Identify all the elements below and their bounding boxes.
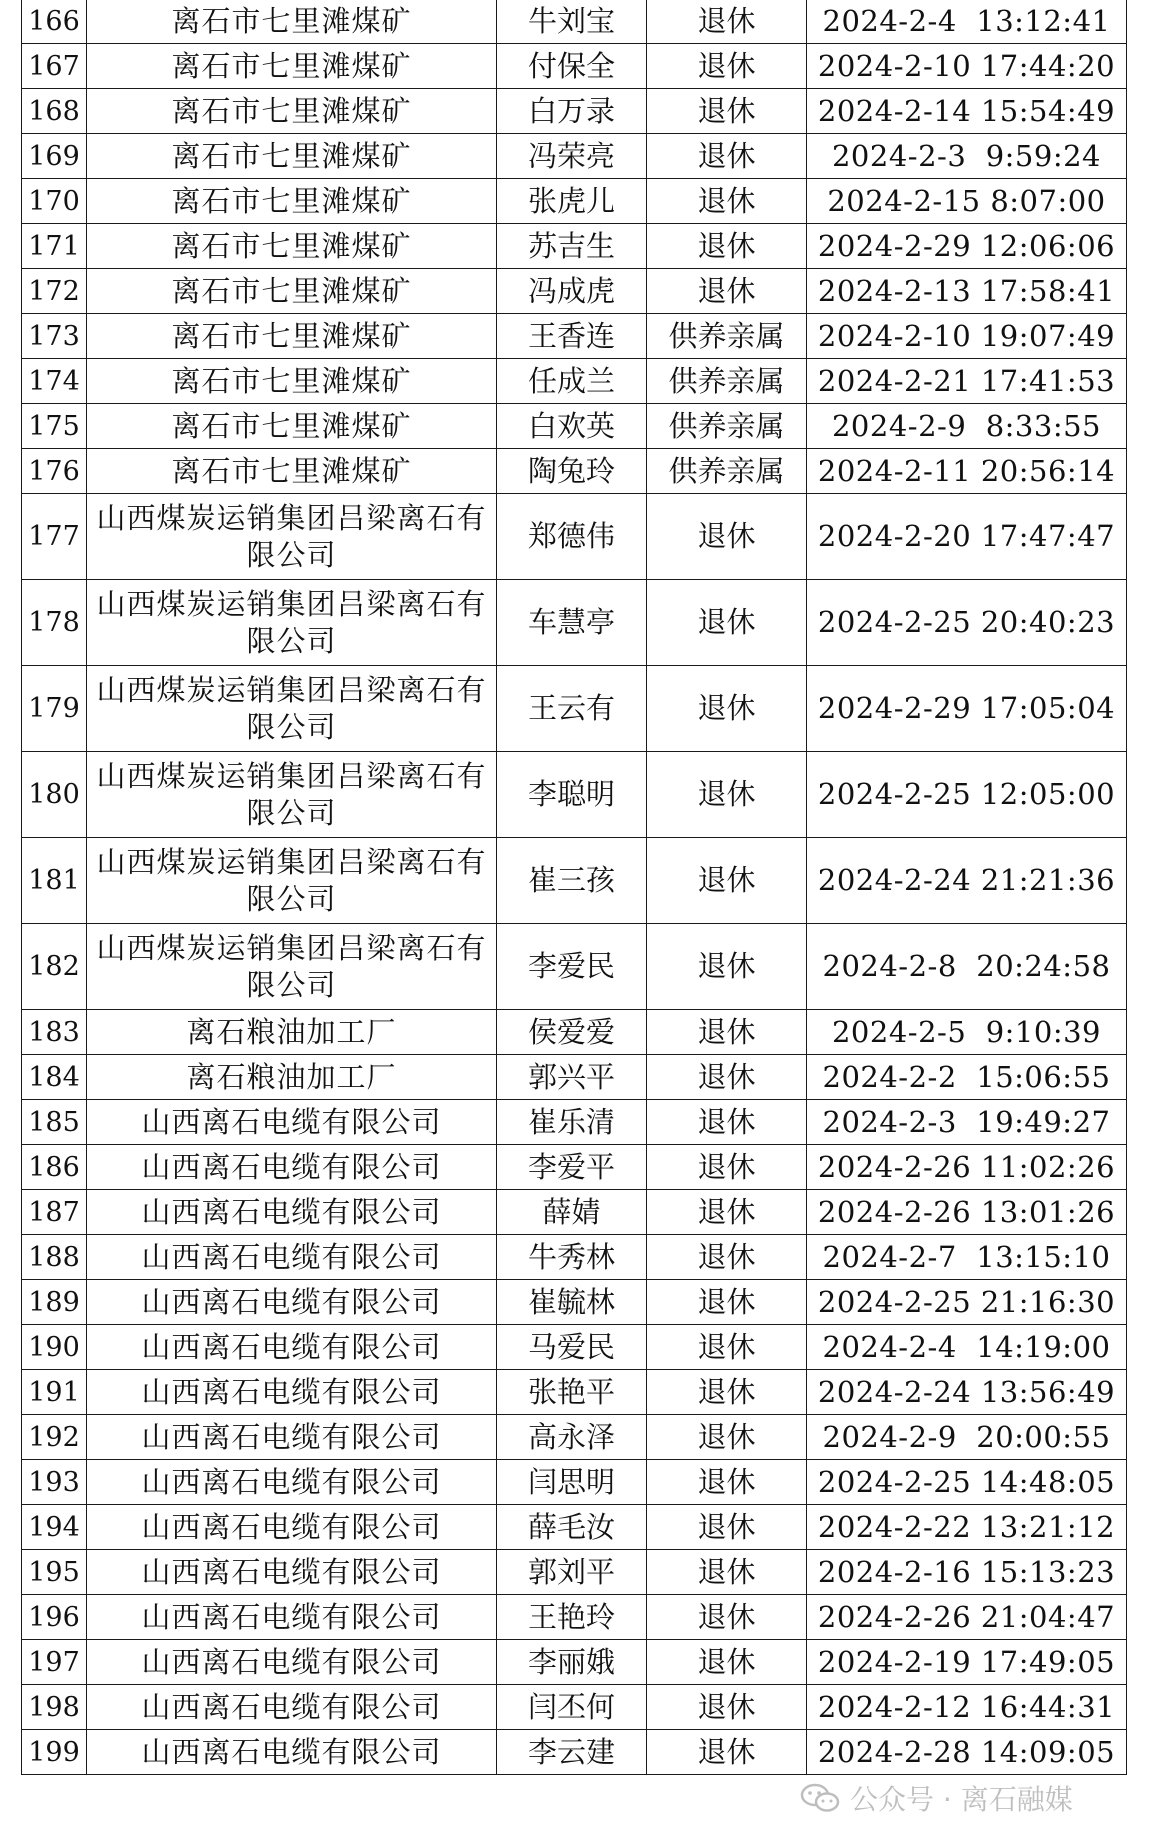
roster-table [21,0,1127,1775]
row-number-cell: 186 [22,1145,87,1190]
type-cell: 退休 [647,1505,807,1550]
name-cell: 闫丕何 [497,1685,647,1730]
type-cell: 退休 [647,1145,807,1190]
time-cell: 2024-2-29 17:05:04 [807,666,1127,752]
time-cell: 2024-2-24 13:56:49 [807,1370,1127,1415]
type-cell: 退休 [647,1190,807,1235]
type-cell: 退休 [647,1010,807,1055]
type-cell: 退休 [647,1415,807,1460]
name-cell: 牛秀林 [497,1235,647,1280]
table-row [22,1505,1127,1550]
name-cell: 薛婧 [497,1190,647,1235]
table-row [22,134,1127,179]
unit-cell: 山西离石电缆有限公司 [87,1460,497,1505]
unit-cell: 山西煤炭运销集团吕梁离石有限公司 [87,924,497,1010]
type-cell: 供养亲属 [647,404,807,449]
name-cell: 苏吉生 [497,224,647,269]
unit-cell: 山西煤炭运销集团吕梁离石有限公司 [87,580,497,666]
name-cell: 郭刘平 [497,1550,647,1595]
name-cell: 付保全 [497,44,647,89]
time-cell: 2024-2-11 20:56:14 [807,449,1127,494]
row-number-cell: 172 [22,269,87,314]
row-number-cell: 175 [22,404,87,449]
name-cell: 车慧亭 [497,580,647,666]
table-row [22,89,1127,134]
name-cell: 闫思明 [497,1460,647,1505]
time-cell: 2024-2-10 17:44:20 [807,44,1127,89]
time-cell: 2024-2-7 13:15:10 [807,1235,1127,1280]
row-number-cell: 166 [22,0,87,44]
time-cell: 2024-2-3 19:49:27 [807,1100,1127,1145]
name-cell: 冯荣亮 [497,134,647,179]
table-row [22,1730,1127,1775]
table-row [22,666,1127,752]
table-row [22,752,1127,838]
row-number-cell: 179 [22,666,87,752]
name-cell: 马爱民 [497,1325,647,1370]
roster-table-body [22,0,1127,1775]
unit-cell: 离石市七里滩煤矿 [87,359,497,404]
unit-cell: 山西离石电缆有限公司 [87,1235,497,1280]
row-number-cell: 188 [22,1235,87,1280]
type-cell: 退休 [647,89,807,134]
row-number-cell: 187 [22,1190,87,1235]
time-cell: 2024-2-22 13:21:12 [807,1505,1127,1550]
unit-cell: 山西煤炭运销集团吕梁离石有限公司 [87,838,497,924]
unit-cell: 离石市七里滩煤矿 [87,179,497,224]
unit-cell: 山西离石电缆有限公司 [87,1685,497,1730]
type-cell: 退休 [647,179,807,224]
row-number-cell: 198 [22,1685,87,1730]
time-cell: 2024-2-15 8:07:00 [807,179,1127,224]
name-cell: 李丽娥 [497,1640,647,1685]
row-number-cell: 197 [22,1640,87,1685]
name-cell: 崔毓林 [497,1280,647,1325]
table-row [22,1190,1127,1235]
table-row [22,1280,1127,1325]
name-cell: 李爱平 [497,1145,647,1190]
name-cell: 李云建 [497,1730,647,1775]
table-row [22,580,1127,666]
table-row [22,1055,1127,1100]
table-row [22,494,1127,580]
watermark-text: 公众号 · 离石融媒 [850,1783,1073,1816]
type-cell: 退休 [647,1100,807,1145]
time-cell: 2024-2-26 13:01:26 [807,1190,1127,1235]
row-number-cell: 182 [22,924,87,1010]
row-number-cell: 177 [22,494,87,580]
type-cell: 退休 [647,134,807,179]
type-cell: 退休 [647,1235,807,1280]
table-row [22,224,1127,269]
table-row [22,314,1127,359]
time-cell: 2024-2-24 21:21:36 [807,838,1127,924]
time-cell: 2024-2-29 12:06:06 [807,224,1127,269]
type-cell: 退休 [647,494,807,580]
row-number-cell: 183 [22,1010,87,1055]
unit-cell: 山西离石电缆有限公司 [87,1145,497,1190]
name-cell: 李聪明 [497,752,647,838]
unit-cell: 山西离石电缆有限公司 [87,1595,497,1640]
name-cell: 王艳玲 [497,1595,647,1640]
name-cell: 任成兰 [497,359,647,404]
unit-cell: 山西离石电缆有限公司 [87,1325,497,1370]
row-number-cell: 184 [22,1055,87,1100]
time-cell: 2024-2-13 17:58:41 [807,269,1127,314]
unit-cell: 山西煤炭运销集团吕梁离石有限公司 [87,752,497,838]
row-number-cell: 192 [22,1415,87,1460]
type-cell: 退休 [647,838,807,924]
row-number-cell: 193 [22,1460,87,1505]
name-cell: 白欢英 [497,404,647,449]
time-cell: 2024-2-10 19:07:49 [807,314,1127,359]
time-cell: 2024-2-26 21:04:47 [807,1595,1127,1640]
unit-cell: 山西煤炭运销集团吕梁离石有限公司 [87,494,497,580]
table-row [22,1640,1127,1685]
type-cell: 退休 [647,924,807,1010]
unit-cell: 离石市七里滩煤矿 [87,224,497,269]
unit-cell: 山西离石电缆有限公司 [87,1280,497,1325]
type-cell: 退休 [647,269,807,314]
unit-cell: 离石市七里滩煤矿 [87,404,497,449]
unit-cell: 离石市七里滩煤矿 [87,314,497,359]
type-cell: 退休 [647,1280,807,1325]
unit-cell: 山西离石电缆有限公司 [87,1415,497,1460]
unit-cell: 离石市七里滩煤矿 [87,44,497,89]
row-number-cell: 169 [22,134,87,179]
type-cell: 退休 [647,1730,807,1775]
type-cell: 供养亲属 [647,314,807,359]
row-number-cell: 170 [22,179,87,224]
unit-cell: 离石市七里滩煤矿 [87,134,497,179]
row-number-cell: 168 [22,89,87,134]
type-cell: 退休 [647,752,807,838]
unit-cell: 山西离石电缆有限公司 [87,1640,497,1685]
table-row [22,1415,1127,1460]
unit-cell: 山西离石电缆有限公司 [87,1100,497,1145]
table-row [22,1550,1127,1595]
name-cell: 郭兴平 [497,1055,647,1100]
time-cell: 2024-2-25 21:16:30 [807,1280,1127,1325]
table-row [22,1325,1127,1370]
unit-cell: 山西离石电缆有限公司 [87,1505,497,1550]
time-cell: 2024-2-20 17:47:47 [807,494,1127,580]
type-cell: 退休 [647,1550,807,1595]
table-row [22,44,1127,89]
time-cell: 2024-2-4 14:19:00 [807,1325,1127,1370]
row-number-cell: 195 [22,1550,87,1595]
row-number-cell: 176 [22,449,87,494]
row-number-cell: 181 [22,838,87,924]
name-cell: 白万录 [497,89,647,134]
time-cell: 2024-2-9 20:00:55 [807,1415,1127,1460]
type-cell: 退休 [647,666,807,752]
name-cell: 李爱民 [497,924,647,1010]
time-cell: 2024-2-21 17:41:53 [807,359,1127,404]
type-cell: 退休 [647,1685,807,1730]
type-cell: 退休 [647,1640,807,1685]
name-cell: 冯成虎 [497,269,647,314]
name-cell: 张艳平 [497,1370,647,1415]
time-cell: 2024-2-8 20:24:58 [807,924,1127,1010]
time-cell: 2024-2-12 16:44:31 [807,1685,1127,1730]
type-cell: 退休 [647,1325,807,1370]
row-number-cell: 199 [22,1730,87,1775]
row-number-cell: 180 [22,752,87,838]
unit-cell: 离石粮油加工厂 [87,1055,497,1100]
row-number-cell: 194 [22,1505,87,1550]
table-row [22,269,1127,314]
name-cell: 牛刘宝 [497,0,647,44]
unit-cell: 离石市七里滩煤矿 [87,0,497,44]
table-row [22,1370,1127,1415]
time-cell: 2024-2-2 15:06:55 [807,1055,1127,1100]
table-row [22,179,1127,224]
type-cell: 供养亲属 [647,359,807,404]
time-cell: 2024-2-9 8:33:55 [807,404,1127,449]
watermark [800,1778,1073,1818]
row-number-cell: 173 [22,314,87,359]
name-cell: 王香连 [497,314,647,359]
name-cell: 崔乐清 [497,1100,647,1145]
row-number-cell: 189 [22,1280,87,1325]
name-cell: 张虎儿 [497,179,647,224]
type-cell: 供养亲属 [647,449,807,494]
table-row [22,1145,1127,1190]
unit-cell: 离石市七里滩煤矿 [87,449,497,494]
unit-cell: 离石市七里滩煤矿 [87,89,497,134]
row-number-cell: 190 [22,1325,87,1370]
unit-cell: 山西煤炭运销集团吕梁离石有限公司 [87,666,497,752]
time-cell: 2024-2-16 15:13:23 [807,1550,1127,1595]
type-cell: 退休 [647,1055,807,1100]
row-number-cell: 167 [22,44,87,89]
row-number-cell: 185 [22,1100,87,1145]
table-row [22,1010,1127,1055]
type-cell: 退休 [647,44,807,89]
name-cell: 高永泽 [497,1415,647,1460]
table-row [22,1100,1127,1145]
unit-cell: 离石市七里滩煤矿 [87,269,497,314]
table-row [22,404,1127,449]
time-cell: 2024-2-28 14:09:05 [807,1730,1127,1775]
row-number-cell: 174 [22,359,87,404]
type-cell: 退休 [647,1460,807,1505]
name-cell: 郑德伟 [497,494,647,580]
name-cell: 崔三孩 [497,838,647,924]
row-number-cell: 171 [22,224,87,269]
unit-cell: 离石粮油加工厂 [87,1010,497,1055]
row-number-cell: 191 [22,1370,87,1415]
time-cell: 2024-2-14 15:54:49 [807,89,1127,134]
unit-cell: 山西离石电缆有限公司 [87,1190,497,1235]
name-cell: 侯爱爱 [497,1010,647,1055]
wechat-icon [800,1783,840,1813]
type-cell: 退休 [647,1370,807,1415]
time-cell: 2024-2-5 9:10:39 [807,1010,1127,1055]
time-cell: 2024-2-19 17:49:05 [807,1640,1127,1685]
table-row [22,1685,1127,1730]
time-cell: 2024-2-4 13:12:41 [807,0,1127,44]
name-cell: 薛毛汝 [497,1505,647,1550]
row-number-cell: 178 [22,580,87,666]
type-cell: 退休 [647,0,807,44]
name-cell: 陶兔玲 [497,449,647,494]
table-row [22,1235,1127,1280]
time-cell: 2024-2-26 11:02:26 [807,1145,1127,1190]
table-row [22,1460,1127,1505]
time-cell: 2024-2-3 9:59:24 [807,134,1127,179]
table-row [22,838,1127,924]
unit-cell: 山西离石电缆有限公司 [87,1370,497,1415]
name-cell: 王云有 [497,666,647,752]
type-cell: 退休 [647,580,807,666]
table-row [22,924,1127,1010]
type-cell: 退休 [647,224,807,269]
time-cell: 2024-2-25 12:05:00 [807,752,1127,838]
table-row [22,449,1127,494]
unit-cell: 山西离石电缆有限公司 [87,1730,497,1775]
unit-cell: 山西离石电缆有限公司 [87,1550,497,1595]
time-cell: 2024-2-25 20:40:23 [807,580,1127,666]
time-cell: 2024-2-25 14:48:05 [807,1460,1127,1505]
type-cell: 退休 [647,1595,807,1640]
table-row [22,0,1127,44]
table-row [22,1595,1127,1640]
row-number-cell: 196 [22,1595,87,1640]
table-row [22,359,1127,404]
